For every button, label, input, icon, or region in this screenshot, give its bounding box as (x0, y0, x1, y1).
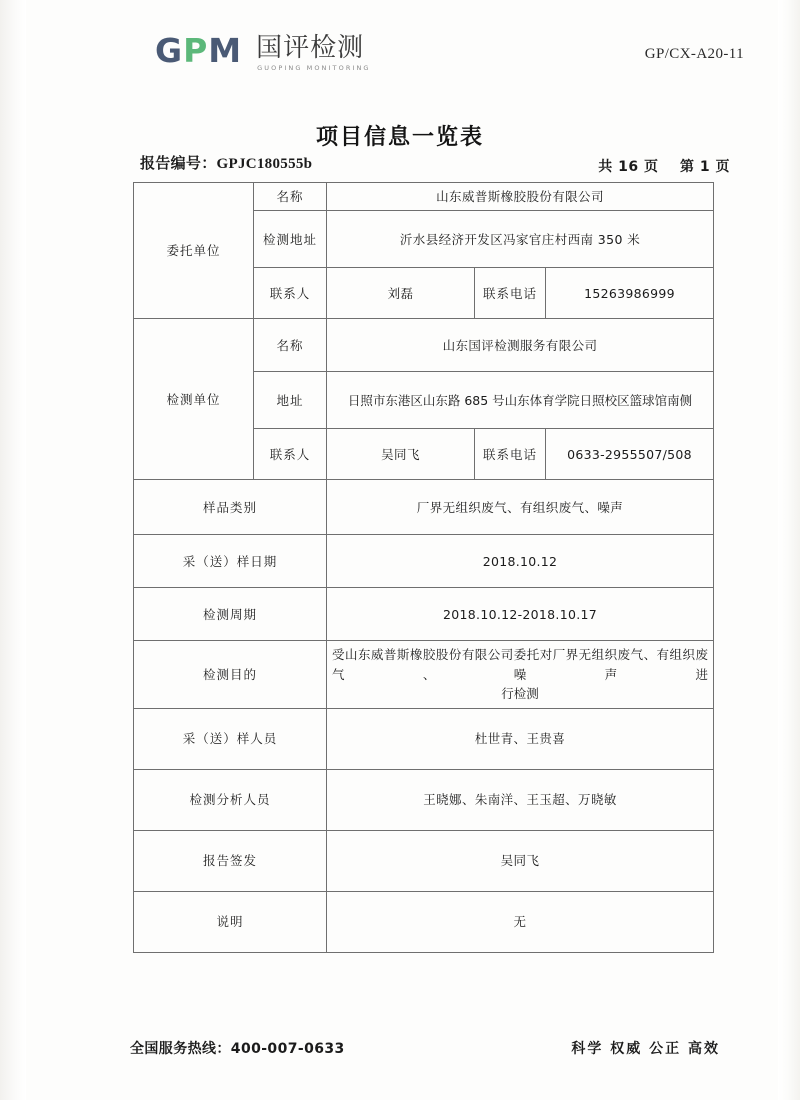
sampling-date-label: 采（送）样日期 (134, 535, 327, 588)
sampling-personnel-label: 采（送）样人员 (134, 708, 327, 769)
table-row (134, 830, 714, 891)
page-count: 共 16 页 第 1 页 (598, 159, 730, 175)
table-row (134, 183, 714, 211)
client-address-value: 沂水县经济开发区冯家官庄村西南 350 米 (327, 211, 714, 268)
service-hotline: 全国服务热线：400-007-0633 (130, 1041, 345, 1057)
testing-period-label: 检测周期 (134, 588, 327, 641)
scan-edge-left (0, 0, 26, 1100)
report-number-label: 报告编号： (140, 154, 217, 172)
table-row (134, 891, 714, 952)
logo-letter-p: P (183, 31, 209, 70)
table-row (134, 319, 714, 372)
logo-letter-m: M (208, 31, 243, 70)
logo-chinese-block (256, 34, 370, 72)
client-address-label: 检测地址 (254, 211, 327, 268)
lab-phone-label: 联系电话 (475, 429, 546, 480)
analysis-personnel-label: 检测分析人员 (134, 769, 327, 830)
testing-purpose-value (327, 641, 714, 708)
table-row (134, 535, 714, 588)
notes-label: 说明 (134, 891, 327, 952)
page-title: 项目信息一览表 (315, 125, 484, 150)
client-phone-value: 15263986999 (546, 268, 714, 319)
company-slogan: 科学 权威 公正 高效 (571, 1041, 720, 1057)
project-info-table (133, 182, 714, 953)
table-row (134, 769, 714, 830)
client-contact-value: 刘磊 (327, 268, 475, 319)
logo-letter-g: G (155, 31, 184, 70)
document-footer (0, 1038, 800, 1064)
lab-group-label: 检测单位 (134, 319, 254, 480)
testing-period-value: 2018.10.12-2018.10.17 (327, 588, 714, 641)
testing-purpose-line2: 行检测 (501, 686, 539, 702)
report-number-value: GPJC180555b (216, 156, 313, 172)
sample-category-value: 厂界无组织废气、有组织废气、噪声 (327, 480, 714, 535)
table-row (134, 708, 714, 769)
table-row (134, 641, 714, 708)
lab-contact-label: 联系人 (254, 429, 327, 480)
lab-contact-value: 吴同飞 (327, 429, 475, 480)
client-name-label: 名称 (254, 183, 327, 211)
report-meta-line (140, 152, 730, 176)
lab-address-label: 地址 (254, 372, 327, 429)
logo-english-subtitle: GUOPING MONITORING (257, 64, 371, 72)
document-header (0, 31, 800, 86)
lab-name-label: 名称 (254, 319, 327, 372)
logo-gpm-text (155, 31, 243, 70)
scan-edge-right (778, 0, 800, 1100)
sampling-date-value: 2018.10.12 (327, 535, 714, 588)
sample-category-label: 样品类别 (134, 480, 327, 535)
client-group-label: 委托单位 (134, 183, 254, 319)
report-number (140, 152, 312, 173)
report-issuer-value: 吴同飞 (327, 830, 714, 891)
lab-name-value: 山东国评检测服务有限公司 (327, 319, 714, 372)
analysis-personnel-value: 王晓娜、朱南洋、王玉超、万晓敏 (327, 769, 714, 830)
testing-purpose-line1: 受山东威普斯橡胶股份有限公司委托对厂界无组织废气、有组织废气、噪声进 (332, 647, 709, 682)
lab-phone-value: 0633-2955507/508 (546, 429, 714, 480)
client-name-value: 山东威普斯橡胶股份有限公司 (327, 183, 714, 211)
table-row (134, 588, 714, 641)
client-phone-label: 联系电话 (475, 268, 546, 319)
notes-value: 无 (327, 891, 714, 952)
testing-purpose-label: 检测目的 (134, 641, 327, 708)
document-code: GP/CX-A20-11 (644, 46, 744, 62)
lab-address-value: 日照市东港区山东路 685 号山东体育学院日照校区篮球馆南侧 (327, 372, 714, 429)
sampling-personnel-value: 杜世青、王贵喜 (327, 708, 714, 769)
table-row (134, 480, 714, 535)
client-contact-label: 联系人 (254, 268, 327, 319)
company-logo (155, 31, 371, 72)
logo-chinese-name: 国评检测 (256, 33, 365, 63)
report-issuer-label: 报告签发 (134, 830, 327, 891)
